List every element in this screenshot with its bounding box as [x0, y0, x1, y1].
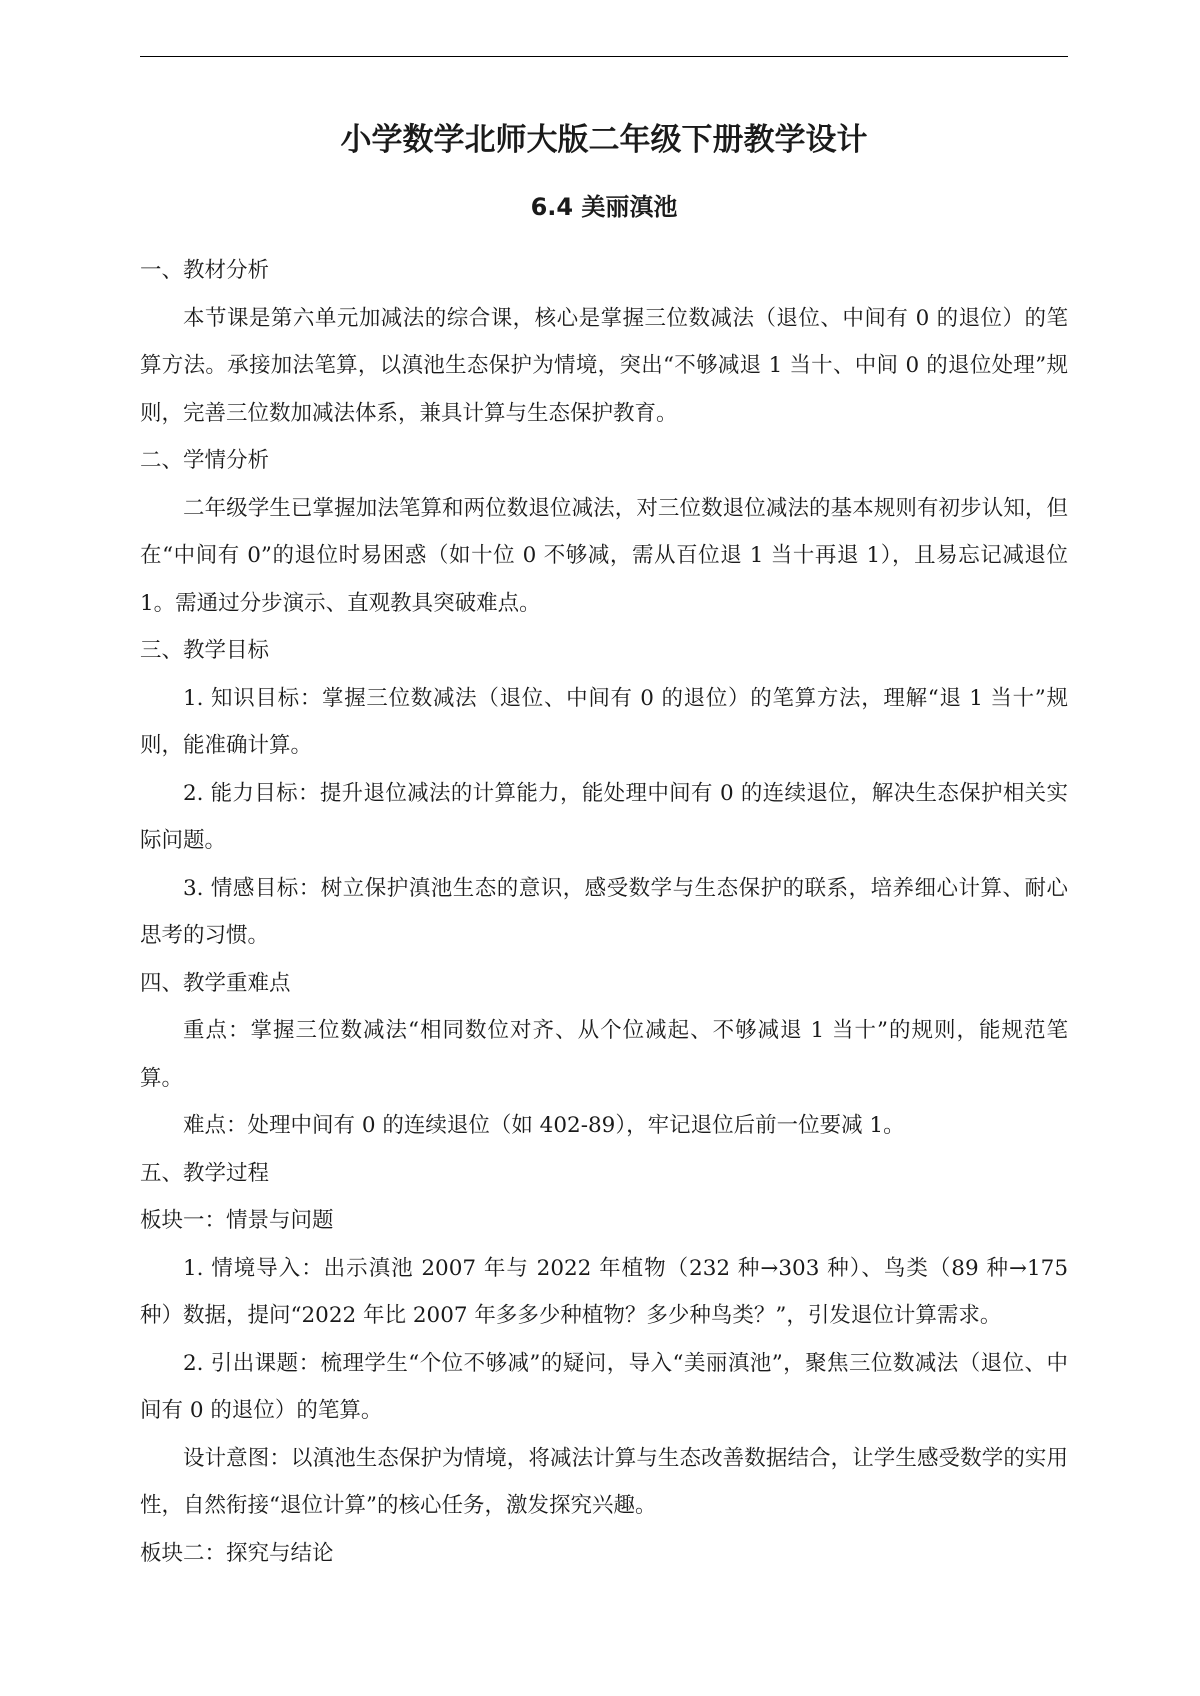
paragraph: 重点：掌握三位数减法“相同数位对齐、从个位减起、不够减退 1 当十”的规则，能规范笔算。: [140, 1018, 1068, 1091]
document-body: [140, 247, 1068, 1577]
section-heading: 三、教学目标: [140, 638, 270, 663]
paragraph: 2. 引出课题：梳理学生“个位不够减”的疑问，导入“美丽滇池”，聚焦三位数减法（退位、中间有 0 的退位）的笔算。: [140, 1350, 1068, 1423]
paragraph: 二年级学生已掌握加法笔算和两位数退位减法，对三位数退位减法的基本规则有初步认知，但在“中间有 0”的退位时易困惑（如十位 0 不够减，需从百位退 1 当十再退 1），且易忘记减退位 1。需通过分步演示、直观教具突破难点。: [140, 495, 1068, 616]
section-heading: 二、学情分析: [140, 448, 270, 473]
section-heading: 五、教学过程: [140, 1160, 270, 1186]
paragraph: 1. 知识目标：掌握三位数减法（退位、中间有 0 的退位）的笔算方法，理解“退 1 当十”规则，能准确计算。: [140, 685, 1068, 758]
subsection-heading: 板块二：探究与结论: [140, 1540, 334, 1566]
section-heading: 一、教材分析: [140, 258, 270, 283]
header-rule: [140, 56, 1068, 57]
document-title: 小学数学北师大版二年级下册教学设计: [340, 122, 868, 158]
paragraph: 设计意图：以滇池生态保护为情境，将减法计算与生态改善数据结合，让学生感受数学的实用性，自然衔接“退位计算”的核心任务，激发探究兴趣。: [140, 1445, 1068, 1518]
paragraph: 本节课是第六单元加减法的综合课，核心是掌握三位数减法（退位、中间有 0 的退位）的笔算方法。承接加法笔算，以滇池生态保护为情境，突出“不够减退 1 当十、中间 0 的退位处理”规则，完善三位数加减法体系，兼具计算与生态保护教育。: [140, 305, 1068, 426]
paragraph: 3. 情感目标：树立保护滇池生态的意识，感受数学与生态保护的联系，培养细心计算、耐心思考的习惯。: [140, 875, 1068, 948]
paragraph: 难点：处理中间有 0 的连续退位（如 402-89），牢记退位后前一位要减 1。: [183, 1113, 905, 1138]
subsection-heading: 板块一：情景与问题: [140, 1208, 334, 1233]
paragraph: 1. 情境导入：出示滇池 2007 年与 2022 年植物（232 种→303 种）、鸟类（89 种→175 种）数据，提问“2022 年比 2007 年多多少种植物？多少种鸟类？”，引发退位计算需求。: [140, 1255, 1068, 1328]
document-subtitle: 6.4 美丽滇池: [530, 193, 678, 221]
paragraph: 2. 能力目标：提升退位减法的计算能力，能处理中间有 0 的连续退位，解决生态保护相关实际问题。: [140, 780, 1068, 853]
section-heading: 四、教学重难点: [140, 970, 291, 996]
